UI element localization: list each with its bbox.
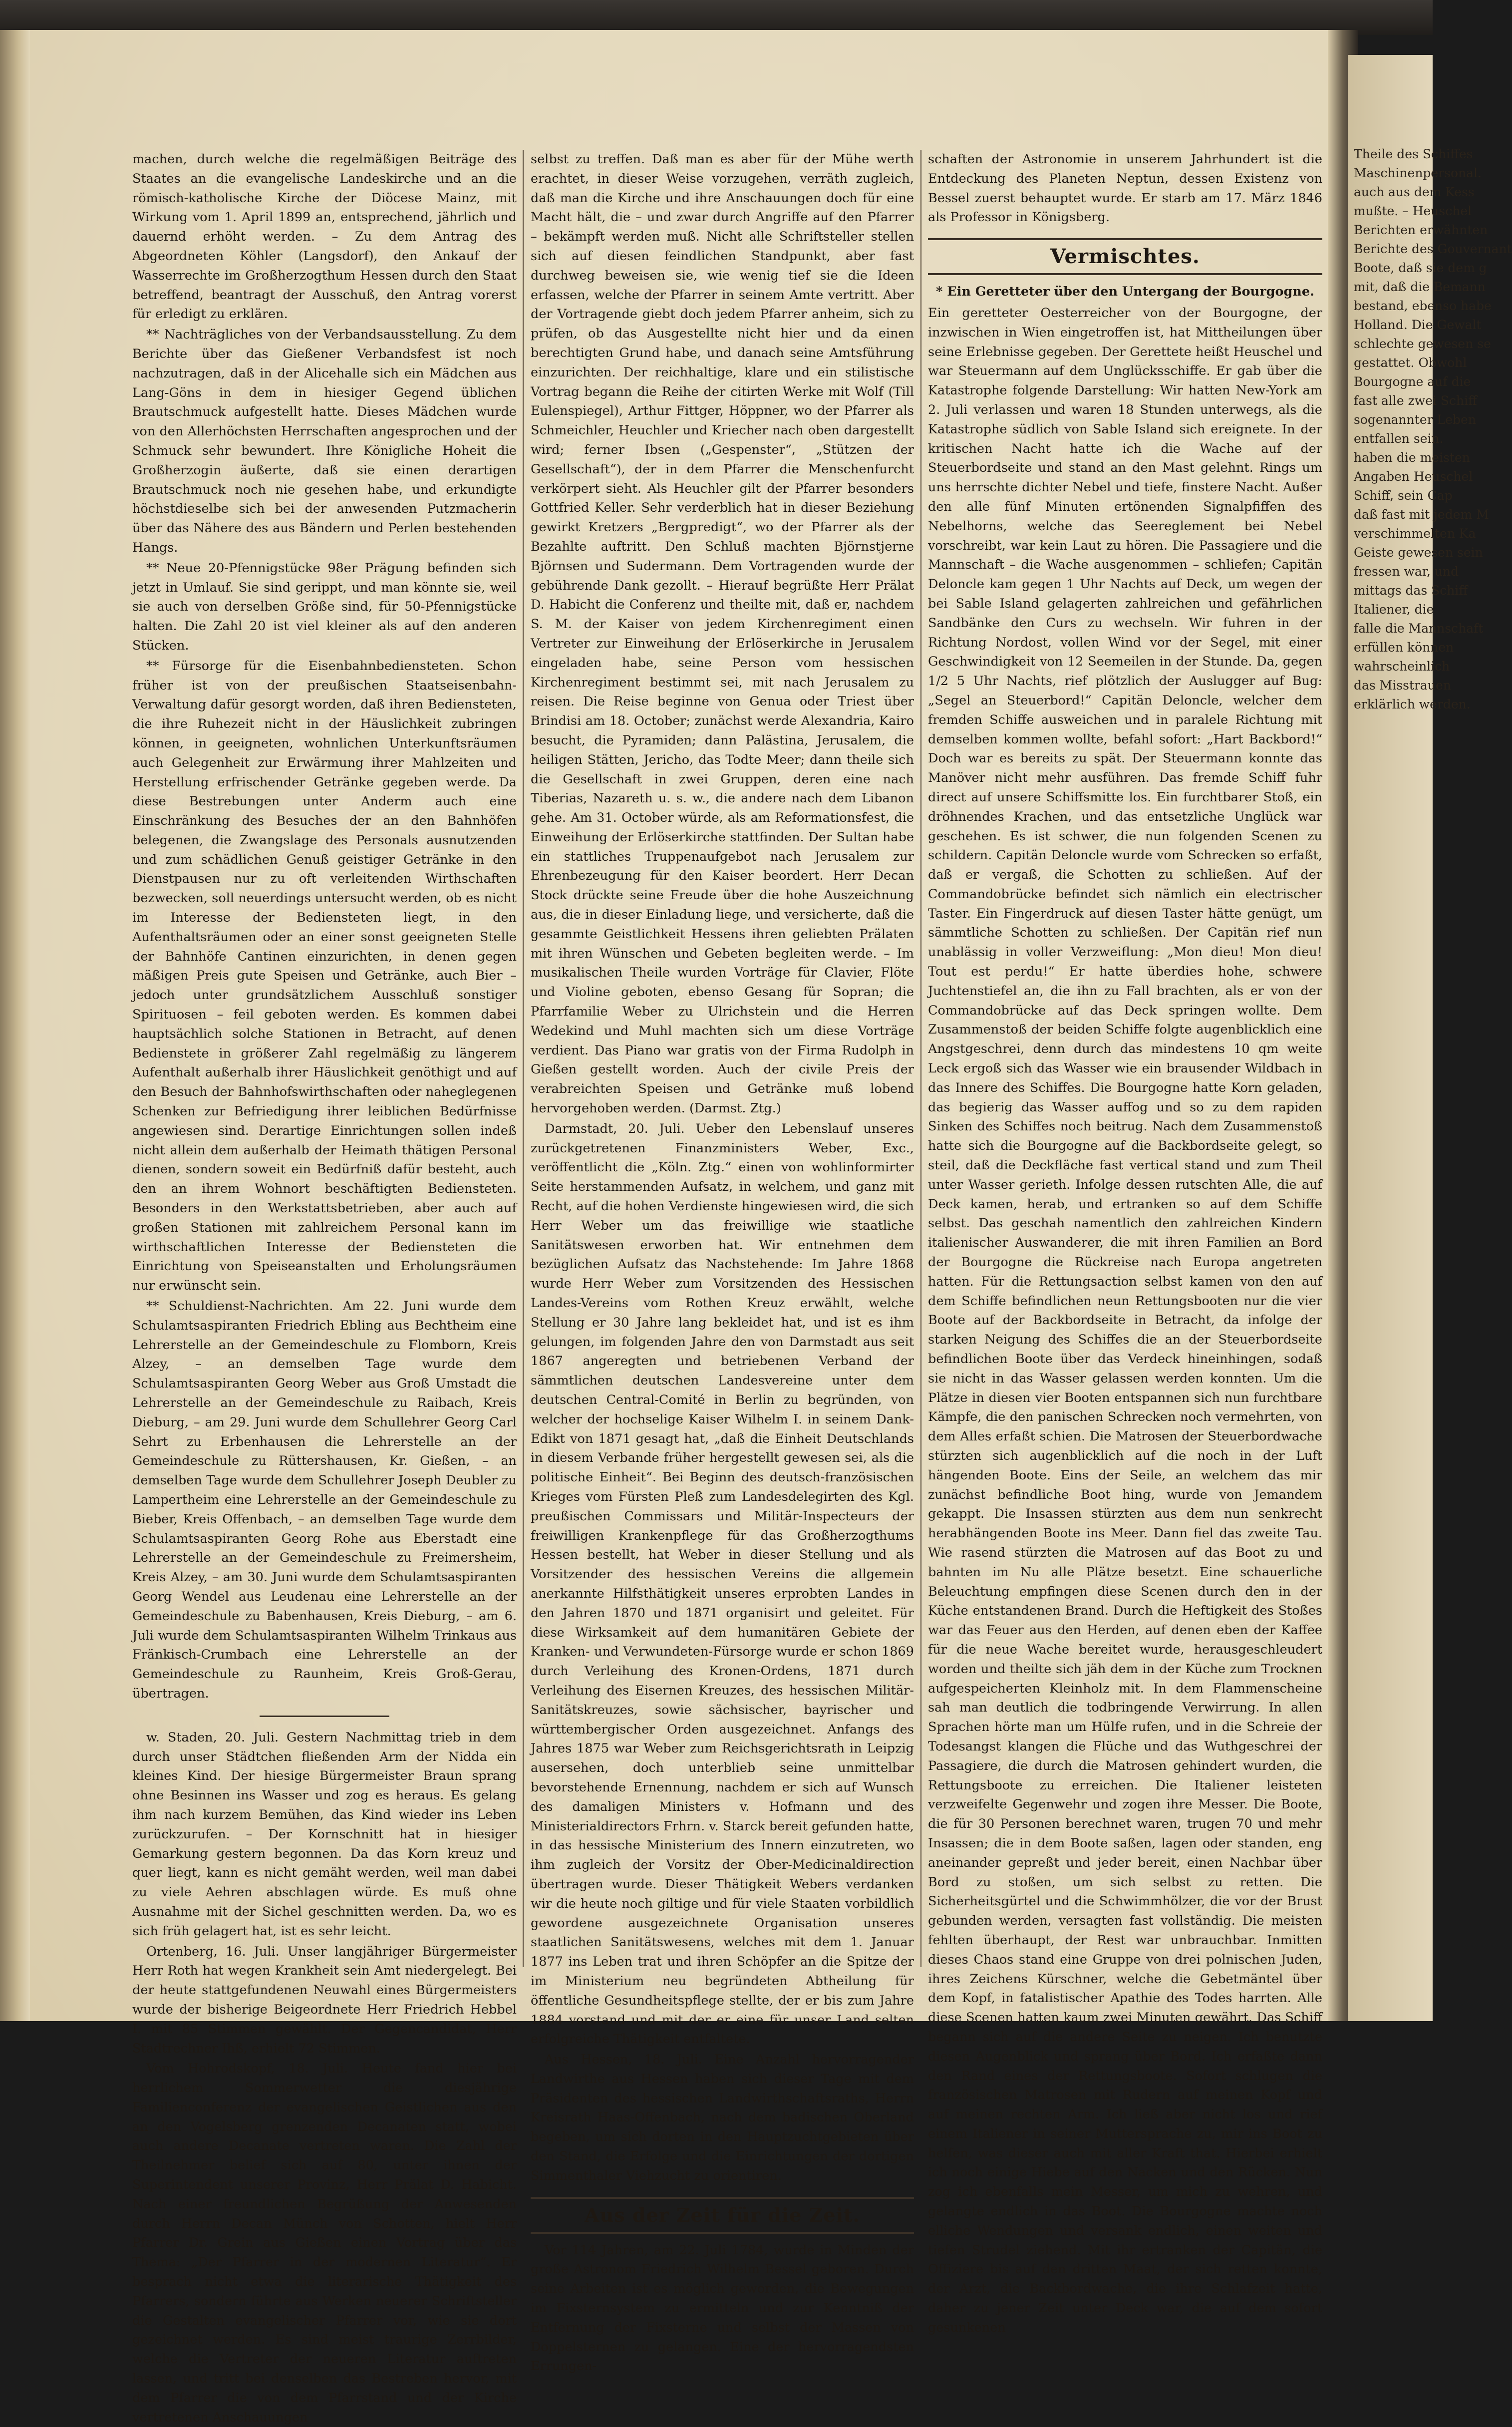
- column-rule: [523, 150, 524, 1967]
- article-subheading-bourgogne: * Ein Geretteter über den Untergang der Bourgogne.: [936, 284, 1314, 300]
- article-darmstadt-weber: Darmstadt, 20. Juli. Ueber den Lebenslauf unseres zurückgetretenen Finanzministers Weber, Exc., veröffentlicht die „Köln. Ztg.“ einen von wohlinformirter Seite herstammenden Aufsatz, in welchem, und ganz mit Recht, auf die hohen Verdienste hingewiesen wird, die sich Herr Weber um das freiwillige wie staatliche Sanitätswesen erworben hat. Wir entnehmen dem bezüglichen Aufsatz das Nachstehende: Im Jahre 1868 wurde Herr Weber zum Vorsitzenden des Hessischen Landes-Vereins vom Rothen Kreuz erwählt, welche Stellung er 30 Jahre lang bekleidet hat, und ist es ihm gelungen, im folgenden Jahre den von Darmstadt aus seit 1867 angeregten und betriebenen Verband der sämmtlichen deutschen Landesvereine unter dem deutschen Central-Comité in Berlin zu begründen, von welcher der hochselige Kaiser Wilhelm I. in seinem Dank-Edikt von 1871 gesagt hat, „daß die Einheit Deutschlands in diesem Verbande früher hergestellt gewesen sei, als die politische Einheit“. Bei Beginn des deutsch-französischen Krieges vom Fürsten Pleß zum Landesdelegirten des Kgl. preußischen Commissars und Militär-Inspecteurs der freiwilligen Krankenpflege für das Großherzogthums Hessen bestellt, hat Weber in dieser Stellung und als Vorsitzender des hessischen Vereins die allgemein anerkannte Hilfsthätigkeit unseres erprobten Landes in den Jahren 1870 und 1871 organisirt und geleitet. Für diese Wirksamkeit auf dem humanitären Gebiete der Kranken- und Verwundeten-Fürsorge wurde er schon 1869 durch Verleihung des Kronen-Ordens, 1871 durch Verleihung des Eisernen Kreuzes, des hessischen Militär-Sanitätskreuzes, sowie sächsischer, bayrischer und württembergischer Orden ausgezeichnet. Anfangs des Jahres 1875 war Weber zum Reichsgerichtsrath in Leipzig ausersehen, doch unterblieb seine unmittelbar bevorstehende Ernennung, nachdem er sich auf Wunsch des damaligen Ministers v. Hofmann und des Ministerialdirectors Frhrn. v. Starck bereit gefunden hatte, in das hessische Ministerium des Innern einzutreten, wo ihm zugleich der Vorsitz der Ober-Medicinaldirection übertragen wurde. Dieser Thätigkeit Webers verdanken wir die heute noch giltige und für viele Staaten vorbildlich gewordene ausgezeichnete Organisation unseres staatlichen Sanitätswesens, welches mit dem 1. Januar 1877 ins Leben trat und ihren Schöpfer an die Spitze der im Ministerium neu begründeten Abtheilung für öffentliche Gesundheitspflege stellte, der er bis zum Jahre 1884 vorstand und mit der er eine für unser Land selten erfolgreiche Thätigkeit entfaltete.: [531, 1121, 914, 2047]
- section-heading-vermischtes: Vermischtes.: [928, 238, 1322, 275]
- article-ortenberg: Ortenberg, 16. Juli. Unser langjähriger Bürgermeister Herr Roth hat wegen Krankheit sein Amt niedergelegt. Bei der heute stattgefundenen Neuwahl eines Bürgermeisters wurde der bisherige Beigeordnete Herr Friedrich Hebbel I. mit 85 Stimmen gewählt. Der Gegencandidat, Herr Stadtrechner Ihß, erhielt 72 Stimmen.: [132, 1944, 517, 2056]
- adjacent-page-line: Italiener, die: [1354, 602, 1434, 617]
- adjacent-page-line: verschimmelten Ka: [1354, 526, 1476, 541]
- article-20-pfennig: ** Neue 20-Pfennigstücke 98er Prägung befinden sich jetzt in Umlauf. Sie sind gerippt, und man könnte sie, weil sie auch von derselben Größe sind, für 50-Pfennigstücke halten. Die Zahl 20 ist viel kleiner als auf den anderen Stücken.: [132, 560, 517, 653]
- article-staden: w. Staden, 20. Juli. Gestern Nachmittag trieb in dem durch unser Städtchen fließenden Arm der Nidda ein kleines Kind. Der hiesige Bürgermeister Braun sprang ohne Besinnen ins Wasser und zog es heraus. Es gelang ihm nach kurzem Bemühen, das Kind wieder ins Leben zurückzurufen. – Der Kornschnitt hat in hiesiger Gemarkung gestern begonnen. Da das Korn kreuz und quer liegt, kann es nicht gemäht werden, weil man dabei zu viele Aehren abschlagen würde. Es muß ohne Ausnahme mit der Sichel geschnitten werden. Da, wo es sich früh gelagert hat, ist es sehr leicht.: [132, 1730, 517, 1939]
- separator-rule: [260, 1716, 389, 1717]
- adjacent-page-line: Schiff, sein Cap: [1354, 488, 1453, 503]
- adjacent-page-line: Boote, daß sie dem g: [1354, 261, 1487, 275]
- adjacent-page-line: Holland. Die Gewalt: [1354, 318, 1482, 332]
- column-1: [132, 150, 517, 2425]
- adjacent-page-line: mit, daß die Bemann: [1354, 280, 1486, 294]
- article-bourgogne: Ein geretteter Oesterreicher von der Bourgogne, der inzwischen in Wien eingetroffen ist, hat Mittheilungen über seine Erlebnisse gegeben. Der Gerettete heißt Heuschel und war Steuermann auf dem Unglücksschiffe. Er gab über die Katastrophe folgende Darstellung: Wir hatten New-York am 2. Juli verlassen und waren 18 Stunden unterwegs, als die Katastrophe südlich von Sable Island sich ereignete. In der kritischen Nacht hatte ich die Wache auf der Steuerbordseite und stand an den Mast gelehnt. Rings um uns herrschte dichter Nebel und tiefe, finstere Nacht. Außer den alle fünf Minuten ertönenden Signalpfiffen des Nebelhorns, welche das Seereglement bei Nebel vorschreibt, war kein Laut zu hören. Die Passagiere und die Mannschaft – die Wache ausgenommen – schliefen; Capitän Deloncle kam gegen 1 Uhr Nachts auf Deck, um wegen der bei Sable Island gelagerten zahlreichen und gefährlichen Sandbänke den Curs zu wechseln. Wir fuhren in der Richtung Nordost, vollen Wind vor der Segel, mit einer Geschwindigkeit von 12 Seemeilen in der Stunde. Da, gegen 1/2 5 Uhr Nachts, rief plötzlich der Auslugger auf Bug: „Segel an Steuerbord!“ Capitän Deloncle, welcher dem fremden Schiffe ausweichen und in paralele Richtung mit demselben kommen wollte, befahl sofort: „Hart Backbord!“ Doch war es bereits zu spät. Der Steuermann konnte das Manöver nicht mehr ausführen. Das fremde Schiff fuhr direct auf unsere Schiffsmitte los. Ein furchtbarer Stoß, ein dröhnendes Krachen, und das entsetzliche Unglück war geschehen. Es ist schwer, die nun folgenden Scenen zu schildern. Capitän Deloncle wurde vom Schrecken so erfaßt, daß er vergaß, die Schotten zu schließen. Auf der Commandobrücke befindet sich nämlich ein electrischer Taster. Ein Fingerdruck auf diesen Taster hätte genügt, um sämmtliche Schotten zu schließen. Der Capitän rief nun unablässig in voller Verzweiflung: „Mon dieu! Mon dieu! Tout est perdu!“ Er hatte überdies hohe, schwere Juchtenstiefel an, die ihn zu Fall brachten, als er von der Commandobrücke auf das Deck springen wollte. Dem Zusammenstoß der beiden Schiffe folgte augenblicklich eine Angstgeschrei, denn durch das mindestens 10 qm weite Leck ergoß sich das Wasser wie ein brausender Wildbach in das Innere des Schiffes. Die Bourgogne hatte Korn geladen, das begierig das Wasser auffog und so zu dem rapiden Sinken des Schiffes noch beitrug. Nach dem Zusammenstoß hatte sich die Bourgogne auf die Backbordseite gelegt, so steil, daß die Deckfläche fast vertical stand und zum Theil unter Wasser gerieth. Infolge dessen rutschten Alle, die auf Deck kamen, herab, und ertranken so auf dem Schiffe selbst. Das geschah namentlich den zahlreichen Kindern italienischer Auswanderer, die mit ihren Familien an Bord der Bourgogne die Rückreise nach Europa angetreten hatten. Für die Rettungsaction selbst kamen von den auf dem Schiffe befindlichen neun Rettungsbooten nur die vier Boote auf der Backbordseite in Betracht, da infolge der starken Neigung des Schiffes die an der Steuerbordseite befindlichen Boote über das Verdeck hineinhingen, sodaß sie nicht in das Wasser gelassen werden konnten. Um die Plätze in diesen vier Booten entspannen sich nun furchtbare Kämpfe, die den panischen Schrecken noch vermehrten, von dem Alles erfaßt schien. Die Matrosen der Steuerbordwache stürzten sich augenblicklich auf die noch in der Luft hängenden Boote. Eins der Seile, an welchem das mir zunächst befindliche Boot hing, wurde von Jemandem gekappt. Die Insassen stürzten aus dem nun senkrecht herabhängenden Boote ins Meer. Dann fiel das zweite Tau. Wie rasend stürzten die Matrosen auf das Boot zu und bahnten im Nu alle Plätze besetzt. Eine schauerliche Beleuchtung empfingen diese Scenen durch den in der Küche entstandenen Brand. Durch die Heftigkeit des Stoßes war das Feuer aus den Herden, auf denen eben der Kaffee für die neue Wache bereitet wurde, herausgeschleudert worden und theilte sich jäh dem in der Küche zum Trocknen aufgespeicherten Kleinholz mit. In dem Flammenscheine sah man deutlich die todbringende Verwirrung. In allen Sprachen hörte man um Hülfe rufen, und in die Schreie der Todesangst klangen die Flüche und das Wuthgeschrei der Passagiere, die durch die Matrosen gehindert wurden, die Rettungsboote zu erreichen. Die Italiener leisteten verzweifelte Gegenwehr und zogen ihre Messer. Die Boote, die für 30 Personen berechnet waren, trugen 70 und mehr Insassen; die in dem Boote saßen, lagen oder standen, eng aneinander gepreßt und jeder bereit, einen Nachbar über Bord zu stoßen, um sich selbst zu retten. Die Sicherheitsgürtel und die Schwimmhölzer, die vor der Brust gebunden werden, versagten fast vollständig. Die meisten fehlten überhaupt, der Rest war unbrauchbar. Inmitten dieses Chaos stand eine Gruppe von drei polnischen Juden, ihres Zeichens Kürschner, welche die Gebetmäntel über dem Kopf, in fatalistischer Apathie des Todes harrten. Alle diese Scenen hatten kaum zwei Minuten gewährt. Das Schiff begann sich auf die andere Seite zu neigen. Ich benutzte diesen Augenblick und sprang über Bord. Ich erfaßte dann den Rand eines der Rettungsboote. Sofort schlugen die französischen Matrosen mit Rudern auf meinen Kopf und auf meinen rechten Arm. Ich ließ aber nicht los und rief einem Italiener in seiner Muttersprache zu, mir ins Boot zu helfen, was dieser auch mit aller Kraft that. Hierbei erhielt ich noch einige Hiebe auf den Nacken und den Rücken. Nun zog ich ebenfalls mein Messer, um mich zu wehren, und gelangte endlich in das Boot. Die Bourgogne machte noch elliche Wendungen und versank endlich, einen weiten und tiefen Strudel ziehend. Mit ihr ertranken der Capitän, die Offiziere bis auf den dritten Maat, der sich retten konnte, der Arzt, die Backbordwache, die ihre Schlafzeit hatte, daher zu jener Zeit unter Deck war, die auf dem sofort gesunkenen: [928, 305, 1322, 2335]
- adjacent-page-line: Angaben Heuschel: [1354, 469, 1473, 484]
- adjacent-page-line: bestand, ebenso habe: [1354, 299, 1492, 313]
- adjacent-page-line: Theile des Schiffes: [1354, 147, 1473, 161]
- column-2: [531, 150, 914, 2374]
- article-conferenz-fortsetzung: selbst zu treffen. Daß man es aber für der Mühe werth erachtet, in dieser Weise vorzugehen, verräth zugleich, daß man die Kirche und ihre Anschauungen doch für eine Macht hält, die – und zwar durch Angriffe auf den Pfarrer – bekämpft werden muß. Nicht alle Schriftsteller stellen sich auf diesen feindlichen Standpunkt, aber fast durchweg beweisen sie, wie wenig tief sie die Ideen erfassen, welche der Pfarrer in seinem Amte vertritt. Aber der Vortragende giebt doch jedem Pfarrer anheim, sich zu prüfen, ob das Ausgestellte nicht hier und da einen berechtigten Grund habe, und danach seine Amtsführung einzurichten. Der reichhaltige, klare und ein stilistische Vortrag begann die Reihe der citirten Werke mit Wolf (Till Eulenspiegel), Arthur Fittger, Höppner, wo der Pfarrer als Schmeichler, Heuchler und Kriecher nach oben dargestellt wird; ferner Ibsen („Gespenster“, „Stützen der Gesellschaft“), der in dem Pfarrer die Menschenfurcht verkörpert sieht. Als Heuchler gilt der Pfarrer besonders Gottfried Keller. Sehr verderblich hat in dieser Beziehung gewirkt Kretzers „Bergpredigt“, wo der Pfarrer als der Bezahlte auftritt. Den Schluß machten Björnstjerne Björnsen und Sudermann. Dem Vortragenden wurde der gebührende Dank gezollt. – Hierauf begrüßte Herr Prälat D. Habicht die Conferenz und theilte mit, daß er, nachdem S. M. der Kaiser von jedem Kirchenregiment einen Vertreter zur Einweihung der Erlöserkirche in Jerusalem eingeladen habe, seine Person vom hessischen Kirchenregiment bestimmt sei, mit nach Jerusalem zu reisen. Die Reise beginne von Genua oder Triest über Brindisi am 18. October; zunächst werde Alexandria, Kairo besucht, die Pyramiden; dann Palästina, Jerusalem, die heiligen Stätten, Jericho, das Todte Meer; dann theile sich die Gesellschaft in zwei Gruppen, deren eine nach Tiberias, Nazareth u. s. w., die andere nach dem Libanon gehe. Am 31. October würde, als am Reformationsfest, die Einweihung der Erlöserkirche stattfinden. Der Sultan habe ein stattliches Truppenaufgebot nach Jerusalem zur Ehrenbezeugung für den Kaiser beordert. Herr Decan Stock drückte seine Freude über die hohe Auszeichnung aus, die in dieser Einladung liege, und versicherte, daß die gesammte Geistlichkeit Hessens ihren geliebten Prälaten mit ihren Wünschen und Gebeten begleiten werde. – Im musikalischen Theile wurden Vorträge für Clavier, Flöte und Violine geboten, ebenso Gesang für Sopran; die Pfarrfamilie Weber zu Ulrichstein und die Herren Wedekind und Muhl machten sich um diese Vorträge verdient. Das Piano war gratis von der Firma Rudolph in Gießen gestellt worden. Auch der civile Preis der verabreichten Speisen und Getränke muß lobend hervorgehoben werden. (Darmst. Ztg.): [531, 152, 914, 1116]
- adjacent-page-line: erfüllen können: [1354, 640, 1454, 655]
- adjacent-page-line: daß fast mit jedem M: [1354, 507, 1489, 522]
- article-eisenbahnbedienstete: ** Fürsorge für die Eisenbahnbediensteten. Schon früher ist von der preußischen Staatseisenbahn-Verwaltung dafür gesorgt worden, daß ihren Bediensteten, die ihre Ruhezeit nicht in der Häuslichkeit zubringen können, in geeigneten, wohnlichen Unterkunftsräumen auch Gelegenheit zur Erwärmung ihrer Mahlzeiten und Herstellung erfrischender Getränke gegeben werde. Da diese Bestrebungen unter Anderm auch eine Einschränkung des Besuches der an den Bahnhöfen belegenen, die Zwangslage des Personals ausnutzenden und zum schädlichen Genuß geistiger Getränke in den Dienstpausen nur zu oft verleitenden Wirthschaften bezwecken, soll neuerdings untersucht werden, ob es nicht im Interesse der Bediensteten liegt, in den Aufenthaltsräumen oder an einer sonst geeigneten Stelle der Bahnhöfe Cantinen einzurichten, in denen gegen mäßigen Preis gute Speisen und Getränke, auch Bier – jedoch unter grundsätzlichem Ausschluß sonstiger Spirituosen – feil geboten werden. Es kommen dabei hauptsächlich solche Stationen in Betracht, auf denen Bedienstete in größerer Zahl regelmäßig zu längerem Aufenthalt außerhalb ihrer Häuslichkeit genöthigt und auf den Besuch der Bahnhofswirthschaften oder naheglegenen Schenken zur Befriedigung ihrer leiblichen Bedürfnisse angewiesen sind. Derartige Einrichtungen sollen indeß nicht allein dem außerhalb der Heimath thätigen Personal dienen, sondern soweit ein Bedürfniß dafür besteht, auch den an ihrem Wohnort beschäftigten Bediensteten. Besonders in den Werkstattsbetrieben, aber auch auf großen Stationen mit zahlreichem Personal kann im wirthschaftlichen Interesse der Bediensteten die Einrichtung von Speiseanstalten und Erholungsräumen nur erwünscht sein.: [132, 658, 517, 1294]
- article-verbandsausstellung: ** Nachträgliches von der Verbandsausstellung. Zu dem Berichte über das Gießener Verbandsfest ist noch nachzutragen, daß in der Alicehalle sich ein Mädchen aus Lang-Göns in dem in hiesiger Gegend üblichen Brautschmuck aufgestellt hatte. Dieses Mädchen wurde von den Allerhöchsten Herrschaften angesprochen und der Schmuck sehr bewundert. Ihre Königliche Hoheit die Großherzogin äußerte, daß sie einen derartigen Brautschmuck noch nie gesehen habe, und erkundigte höchstdieselbe sich bei der anwesenden Putzmacherin über das Nähere des aus Bändern und Perlen bestehenden Hangs.: [132, 327, 517, 555]
- article-hohrodskopf: Vom Hohrodskopf, 18. Juli. Heute fand hier bei herrlichem Sommerwetter die diesjährige Familienconferenz der evangelischen Geistlichen aus den an den Vogelsberg grenzenden Decanaten statt, wobei auch andere Decanate vertreten waren. Die Zahl der Theilnehmer belief sich auf 80, unter ihnen der Superintendent unserer Provinz, Herr Prälat D. Habicht. Nach einer freundlichen Begrüßung der Anwesenden durch Herrn Decan Münch von Schotten, hielt Herr Pfarrer Dr. Grein aus Gießen einen Vortrag über das Thema: „Der Pfarrer in der modernen Literatur“. Er besprach nicht etwa die literarische Thätigkeit des Pfarrers, sondern führte aus Werken neuerer Schriftsteller die Gestalten evangelischer Pfarrer vor, wie sie dort gezeichnet werden. Es sind meist traurige Zerrbilder, welche die Vertreter der neueren Literatur auftreten lassen, und tritt bei denselben das Bestreben hervor, mit dem Pfarrer die von dem Pfarrstand und der Kirche vertretenen Anschauungen: [132, 2061, 517, 2425]
- page-left-edge: [0, 30, 30, 2021]
- adjacent-page-line: entfallen sein.: [1354, 431, 1444, 446]
- adjacent-page-line: sogenannter Leben: [1354, 412, 1476, 427]
- section-heading-zeit: Aus der Zeit für die Zeit.: [531, 2197, 914, 2234]
- adjacent-page-line: Geiste gewesen sein: [1354, 545, 1483, 560]
- adjacent-page-line: mittags das Schiff: [1354, 583, 1468, 598]
- adjacent-page-line: Maschinenpersonal.: [1354, 166, 1482, 180]
- adjacent-page-line: Berichte des Gouvernant: [1354, 242, 1512, 256]
- adjacent-page-text: [1348, 55, 1512, 714]
- column-3: [928, 150, 1322, 2335]
- adjacent-page-line: falle die Mannschaft: [1354, 621, 1484, 636]
- adjacent-page-line: fressen war, und: [1354, 564, 1459, 579]
- column-rule: [920, 150, 921, 1967]
- article-bessel-fortsetzung: schaften der Astronomie in unserem Jahrhundert ist die Entdeckung des Planeten Neptun, dessen Existenz von Bessel zuerst behauptet wurde. Er starb am 17. März 1846 als Professor in Königsberg.: [928, 152, 1322, 225]
- adjacent-page-line: wahrscheinlich: [1354, 659, 1450, 674]
- adjacent-page-line: mußte. – Heuschel: [1354, 204, 1472, 218]
- adjacent-page-line: erklärlich werden.: [1354, 697, 1471, 711]
- adjacent-page-line: auch aus dem Kess: [1354, 185, 1475, 199]
- article-bessel: Vor 114 Jahren, am 22. Juli 1784, wurde in Minden der große Astronom Friedrich Wilhelm Bessel geboren. Durch seine Arbeiten ist es möglich geworden, die Bewegungen im Fixsternsystem zu ermitteln und zur Kenntniß der Entfernung der Fixsterne und selbst der Massen von Doppelsternen zu gelangen. Eine der hervorragendsten Errungen-: [531, 2242, 914, 2374]
- article-aus-hessen: Aus Hessen, 18. Juli. Eine Anzahl hervorragender Landwirthe aus Hessen haben sich dieser Tage mit dem Präsidenten des hessischen Landwirthschaftsraths, Herrn Kreisrath Haas-Offenbach, nach dem badischen Oberland begeben, um sich dorten in den Hauptzuchtgebieten über den Stand, die Erfolge und die Einrichtungen der dortigen Simmenthaler Viehzucht zu orientiren.: [531, 2052, 914, 2183]
- article-kirche-beitraege: machen, durch welche die regelmäßigen Beiträge des Staates an die evangelische Landeskirche und an die römisch-katholische Kirche der Diöcese Mainz, mit Wirkung vom 1. April 1899 an, entsprechend, jährlich und dauernd erhöht werden. – Zu dem Antrag des Abgeordneten Köhler (Langsdorf), den Ankauf der Wasserrechte im Großherzogthum Hessen durch den Staat betreffend, beantragt der Ausschuß, den Antrag vorerst für erledigt zu erklären.: [132, 152, 517, 322]
- adjacent-page-line: haben die meisten: [1354, 450, 1470, 465]
- adjacent-page-fragment: [1348, 55, 1512, 2021]
- adjacent-page-line: Berichten erwähnten: [1354, 223, 1488, 237]
- adjacent-page-line: Bourgogne auf die: [1354, 374, 1471, 389]
- article-schuldienst: ** Schuldienst-Nachrichten. Am 22. Juni wurde dem Schulamtsaspiranten Friedrich Ebling aus Bechtheim eine Lehrerstelle an der Gemeindeschule zu Flomborn, Kreis Alzey, – an demselben Tage wurde dem Schulamtsaspiranten Georg Weber aus Groß Umstadt die Lehrerstelle an der Gemeindeschule zu Raibach, Kreis Dieburg, – am 29. Juni wurde dem Schullehrer Georg Carl Sehrt zu Erbenhausen die Lehrerstelle an der Gemeindeschule zu Rüttershausen, Kr. Gießen, – an demselben Tage wurde dem Schullehrer Joseph Deubler zu Lampertheim eine Lehrerstelle an der Gemeindeschule zu Bieber, Kreis Offenbach, – an demselben Tage wurde dem Schulamtsaspiranten Georg Rohe aus Eberstadt eine Lehrerstelle an der Gemeindeschule zu Freimersheim, Kreis Alzey, – am 30. Juni wurde dem Schulamtsaspiranten Georg Wendel aus Leudenau eine Lehrerstelle an der Gemeindeschule zu Babenhausen, Kreis Dieburg, – am 6. Juli wurde dem Schulamtsaspiranten Wilhelm Trinkaus aus Fränkisch-Crumbach eine Lehrerstelle an der Gemeindeschule zu Raunheim, Kreis Groß-Gerau, übertragen.: [132, 1299, 517, 1701]
- adjacent-page-line: schlechte gewesen se: [1354, 337, 1491, 351]
- adjacent-page-line: fast alle zwei Schiff: [1354, 393, 1477, 408]
- adjacent-page-line: gestattet. Obwohl: [1354, 355, 1467, 370]
- adjacent-page-line: das Misstrauen: [1354, 678, 1451, 693]
